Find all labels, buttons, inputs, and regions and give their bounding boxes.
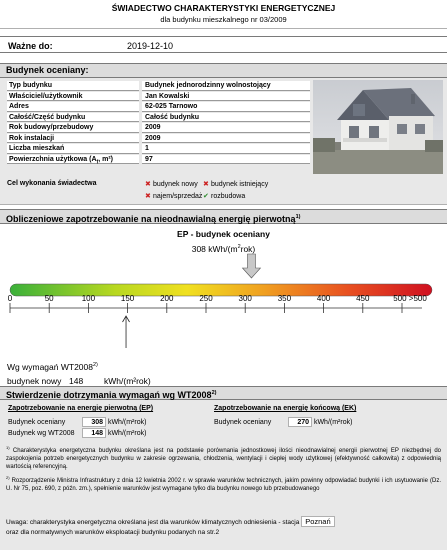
station-box: Poznań <box>301 516 334 527</box>
scale-tick-label: 450 <box>356 294 370 303</box>
document-header <box>0 0 447 28</box>
scale-tick-label: 350 <box>277 294 292 303</box>
req-row-value: 148 <box>82 428 106 438</box>
row-usable-area <box>4 155 310 165</box>
row-value: Jan Kowalski <box>142 92 310 102</box>
ep-unit-sup: 2 <box>237 244 241 251</box>
building-value-arrow <box>242 254 260 278</box>
new-building-row <box>7 376 151 386</box>
row-flat-count <box>4 144 310 154</box>
row-key: Rok instalacji <box>7 134 139 144</box>
scale-tick-label: 50 <box>44 294 54 303</box>
row-value: Budynek jednorodzinny wolnostojący <box>142 81 310 91</box>
req-row-unit: kWh/(m²rok) <box>313 419 353 426</box>
req-row-label: Budynek oceniany <box>214 419 272 426</box>
row-value: 2009 <box>142 134 310 144</box>
footnote-ref: 2) <box>6 475 10 480</box>
validity-row <box>0 36 447 53</box>
row-key: Adres <box>7 102 139 112</box>
footnote-2-text: Rozporządzenie Ministra Infrastruktury z dnia 12 kwietnia 2002 r. w sprawie warunków technicznych, jakim powinny odpowiadać budynki i ich usytuowanie (Dz. U. Nr 75, poz. 690, z późn. zm.), spełnienie warunków jest wymagane tylko dla budynku nowego lub przebudowanego <box>6 478 441 492</box>
req-ep-row-building <box>8 417 146 427</box>
row-value: Całość budynku <box>142 113 310 123</box>
header-spacer <box>0 28 447 36</box>
row-building-type <box>4 81 310 91</box>
row-key <box>7 155 139 165</box>
scale-tick-label: 100 <box>81 294 96 303</box>
climate-remark <box>0 510 447 550</box>
wt2008-label-text: Wg wymagań WT2008 <box>7 362 93 372</box>
req-ek-row-building <box>214 417 352 427</box>
scale-tick-label: 300 <box>238 294 252 303</box>
ep-unit-post: rok) <box>240 244 256 254</box>
req-row-label: Budynek wg WT2008 <box>8 430 75 437</box>
footnote-ref: 2) <box>211 390 217 396</box>
req-row-unit: kWh/(m²rok) <box>107 430 147 437</box>
row-scope <box>4 113 310 123</box>
energy-scale <box>0 252 447 360</box>
row-owner <box>4 92 310 102</box>
row-address <box>4 102 310 112</box>
row-key: Rok budowy/przebudowy <box>7 123 139 133</box>
spacer <box>0 53 447 63</box>
footnote-1-text: Charakterystyka energetyczna budynku określana jest na podstawie porównania jednostkowej ilości nieodnawialnej energii pierwotnej EP niezbędnej do zaspokojenia potrzeb energetycznych budynku w zakresie ogrzewania, chłodzenia, wentylacji i ciepłej wody użytkowej (efektywność całkowita) z odpowiednią wartością referencyjną. <box>6 448 441 470</box>
purpose-text: budynek nowy <box>153 181 198 188</box>
footnote-ref: 1) <box>295 214 301 220</box>
scale-tick-label: 500 >500 <box>393 294 427 303</box>
row-key: Całość/Część budynku <box>7 113 139 123</box>
validity-label: Ważne do: <box>8 41 53 51</box>
purpose-text: rozbudowa <box>211 193 246 200</box>
building-section-title <box>0 63 447 78</box>
document-subtitle: dla budynku mieszkalnego nr 03/2009 <box>160 15 287 24</box>
scale-tick-label: 200 <box>160 294 174 303</box>
req-row-unit: kWh/(m²rok) <box>107 419 147 426</box>
ek-heading: Zapotrzebowanie na energię końcową (EK) <box>214 405 357 412</box>
ep-section-title-text: Obliczeniowe zapotrzebowanie na nieodnawialną energię pierwotną <box>6 214 296 224</box>
ep-scale-title: EP - budynek oceniany <box>177 229 270 239</box>
scale-tick-label: 400 <box>316 294 331 303</box>
req-row-value: 270 <box>288 417 312 427</box>
new-building-value: 148 <box>69 376 84 386</box>
row-key: Właściciel/użytkownik <box>7 92 139 102</box>
validity-date: 2019-12-10 <box>127 41 174 51</box>
row-key: Typ budynku <box>7 81 139 91</box>
req-ep-row-wt2008 <box>8 428 146 438</box>
wt2008-label <box>7 362 98 372</box>
remark-line-1-text: Uwaga: charakterystyka energetyczna określana jest dla warunków klimatycznych odniesienia - stacja <box>6 519 300 526</box>
ep-value-number: 308 <box>191 244 206 254</box>
document-title: ŚWIADECTWO CHARAKTERYSTYKI ENERGETYCZNEJ <box>111 3 336 13</box>
ep-heading: Zapotrzebowanie na energię pierwotną (EP) <box>8 405 154 412</box>
footnotes <box>0 440 447 510</box>
row-value: 97 <box>142 155 310 165</box>
ep-unit-pre: kWh/(m <box>208 244 238 254</box>
footnote-2 <box>6 474 441 493</box>
scale-tick-label: 250 <box>199 294 213 303</box>
purpose-label: Cel wykonania świadectwa <box>7 180 97 187</box>
row-value: 2009 <box>142 123 310 133</box>
purpose-text: najem/sprzedaż <box>153 193 203 200</box>
row-build-year <box>4 123 310 133</box>
ep-section-title <box>0 209 447 224</box>
row-key-tail: , m²) <box>98 155 113 163</box>
purpose-existing-building <box>203 180 268 188</box>
row-key-sub: f <box>96 158 99 165</box>
remark-line-2: oraz dla normatywnych warunków eksploatacji budynku podanych na str.2 <box>6 529 220 536</box>
req-row-value: 308 <box>82 417 106 427</box>
row-value: 1 <box>142 144 310 154</box>
scale-tick-label: 0 <box>7 294 13 303</box>
cross-icon: ✖ <box>145 181 151 188</box>
new-building-unit: kWh/(m²rok) <box>104 376 151 386</box>
row-key: Liczba mieszkań <box>7 144 139 154</box>
requirements-section-title-text: Stwierdzenie dotrzymania wymagań wg WT2008 <box>6 390 212 400</box>
remark-line-1 <box>6 516 335 527</box>
footnote-ref: 2) <box>92 362 98 369</box>
req-row-label: Budynek oceniany <box>8 419 66 426</box>
row-install-year <box>4 134 310 144</box>
cross-icon: ✖ <box>203 181 209 188</box>
row-value: 62-025 Tarnowo <box>142 102 310 112</box>
purpose-rent-sale <box>145 192 202 200</box>
cross-icon: ✖ <box>145 193 151 200</box>
house-photo <box>313 80 443 174</box>
footnote-1 <box>6 444 441 471</box>
footnote-ref: 1) <box>6 445 10 450</box>
purpose-text: budynek istniejący <box>211 181 269 188</box>
required-value-arrow <box>123 316 130 348</box>
row-key-main: Powierzchnia użytkowa (A <box>9 155 97 163</box>
checkmark-icon: ✔ <box>203 193 209 200</box>
scale-tick-label: 150 <box>120 294 135 303</box>
requirements-section-title <box>0 386 447 400</box>
new-building-label: budynek nowy <box>7 376 62 386</box>
purpose-new-building <box>145 180 198 188</box>
building-section-title-text: Budynek oceniany: <box>6 65 89 75</box>
purpose-extension <box>203 192 245 200</box>
